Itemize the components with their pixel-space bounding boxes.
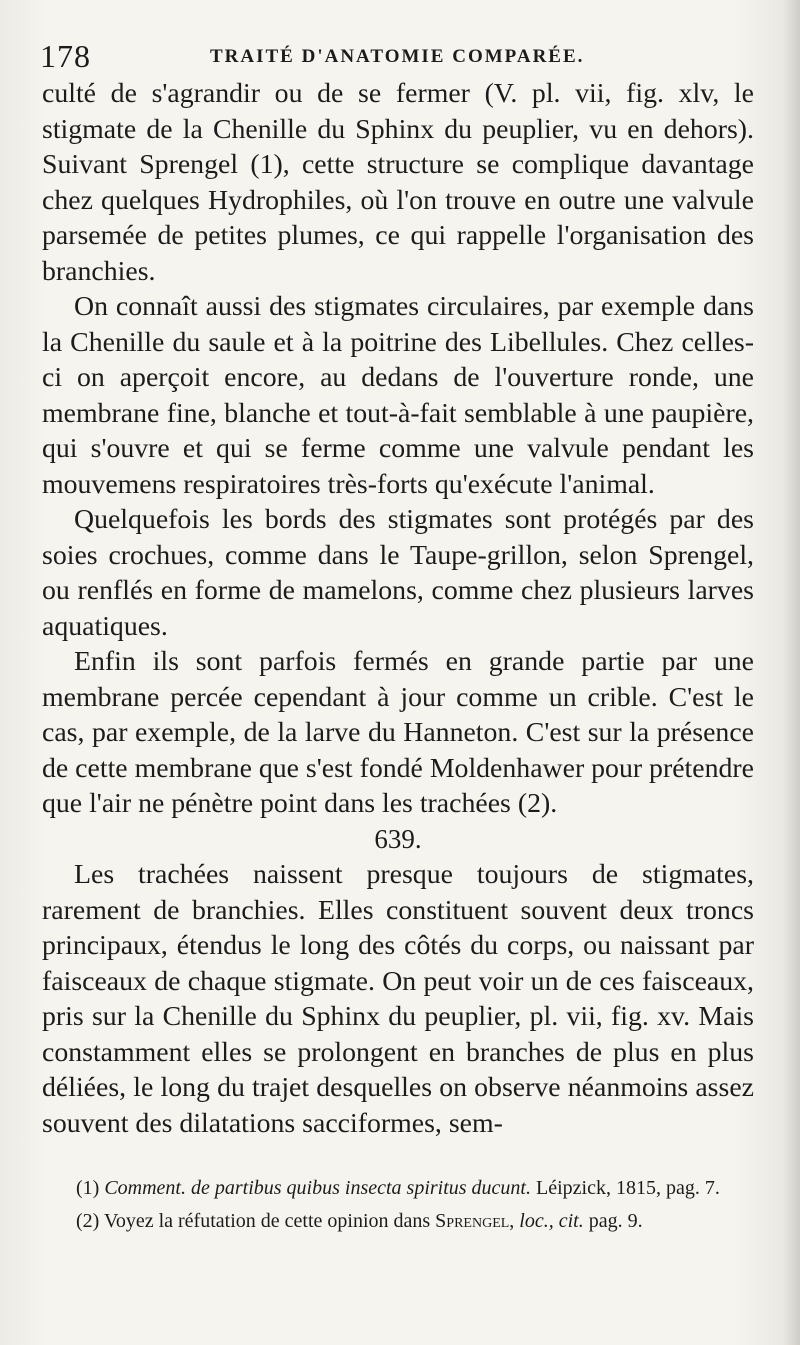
footnote-1-marker: (1) — [76, 1177, 100, 1199]
page-edge-shadow — [784, 0, 800, 1345]
footnote-2-marker: (2) — [76, 1210, 100, 1232]
page-header — [40, 38, 760, 78]
paragraph-1: culté de s'agrandir ou de se fermer (V. pl. vii, fig. xlv, le stigmate de la Chenille du Sphinx du peuplier, vu en dehors). Suivant Sprengel (1), cette structure se complique davantage chez quelques Hydrophiles, où l'on trouve en outre une valvule parsemée de petites plumes, ce qui rappelle l'organisation des branchies. — [42, 78, 754, 287]
footnote-2-text: Voyez la réfutation de cette opinion dans — [103, 1210, 431, 1232]
footnote-2-author: Sprengel, — [435, 1210, 515, 1232]
main-text — [42, 76, 754, 1141]
footnotes — [52, 1172, 762, 1238]
paragraph-3: Quelquefois les bords des stigmates sont protégés par des soies crochues, comme dans le Taupe-grillon, selon Sprengel, ou renflés en forme de mamelons, comme chez plusieurs larves aquatiques. — [42, 504, 754, 642]
footnote-1-title: Comment. de partibus quibus insecta spiritus ducunt. — [104, 1177, 531, 1199]
paragraph-2: On connaît aussi des stigmates circulaires, par exemple dans la Chenille du saule et à la poitrine des Libellules. Chez celles-ci on aperçoit encore, au dedans de l'ouverture ronde, une membrane fine, blanche et tout-à-fait semblable à une paupière, qui s'ouvre et qui se ferme comme une valvule pendant les mouvemens respiratoires très-forts qu'exécute l'animal. — [42, 291, 754, 500]
paragraph-5: Les trachées naissent presque toujours de stigmates, rarement de branchies. Elles constituent souvent deux troncs principaux, étendus le long des côtés du corps, ou naissant par faisceaux de chaque stigmate. On peut voir un de ces faisceaux, pris sur la Chenille du Sphinx du peuplier, pl. vii, fig. xv. Mais constamment elles se prolongent en branches de plus en plus déliées, le long du trajet desquelles on observe néanmoins assez souvent des dilatations sacciformes, sem- — [42, 859, 754, 1139]
section-number: 639. — [374, 823, 422, 854]
footnote-1 — [52, 1172, 762, 1205]
paragraph-4: Enfin ils sont parfois fermés en grande partie par une membrane percée cependant à jour comme un crible. C'est le cas, par exemple, de la larve du Hanneton. C'est sur la présence de cette membrane que s'est fondé Moldenhawer pour prétendre que l'air ne pénètre point dans les trachées (2). — [42, 646, 754, 819]
footnote-2-page: pag. 9. — [588, 1210, 643, 1232]
page-number: 178 — [40, 38, 91, 74]
footnote-2-loc: loc., cit. — [519, 1210, 584, 1232]
running-title: TRAITÉ D'ANATOMIE COMPARÉE. — [210, 46, 585, 67]
footnote-2 — [52, 1205, 762, 1238]
footnote-1-ref: Léipzick, 1815, pag. 7. — [536, 1177, 720, 1199]
